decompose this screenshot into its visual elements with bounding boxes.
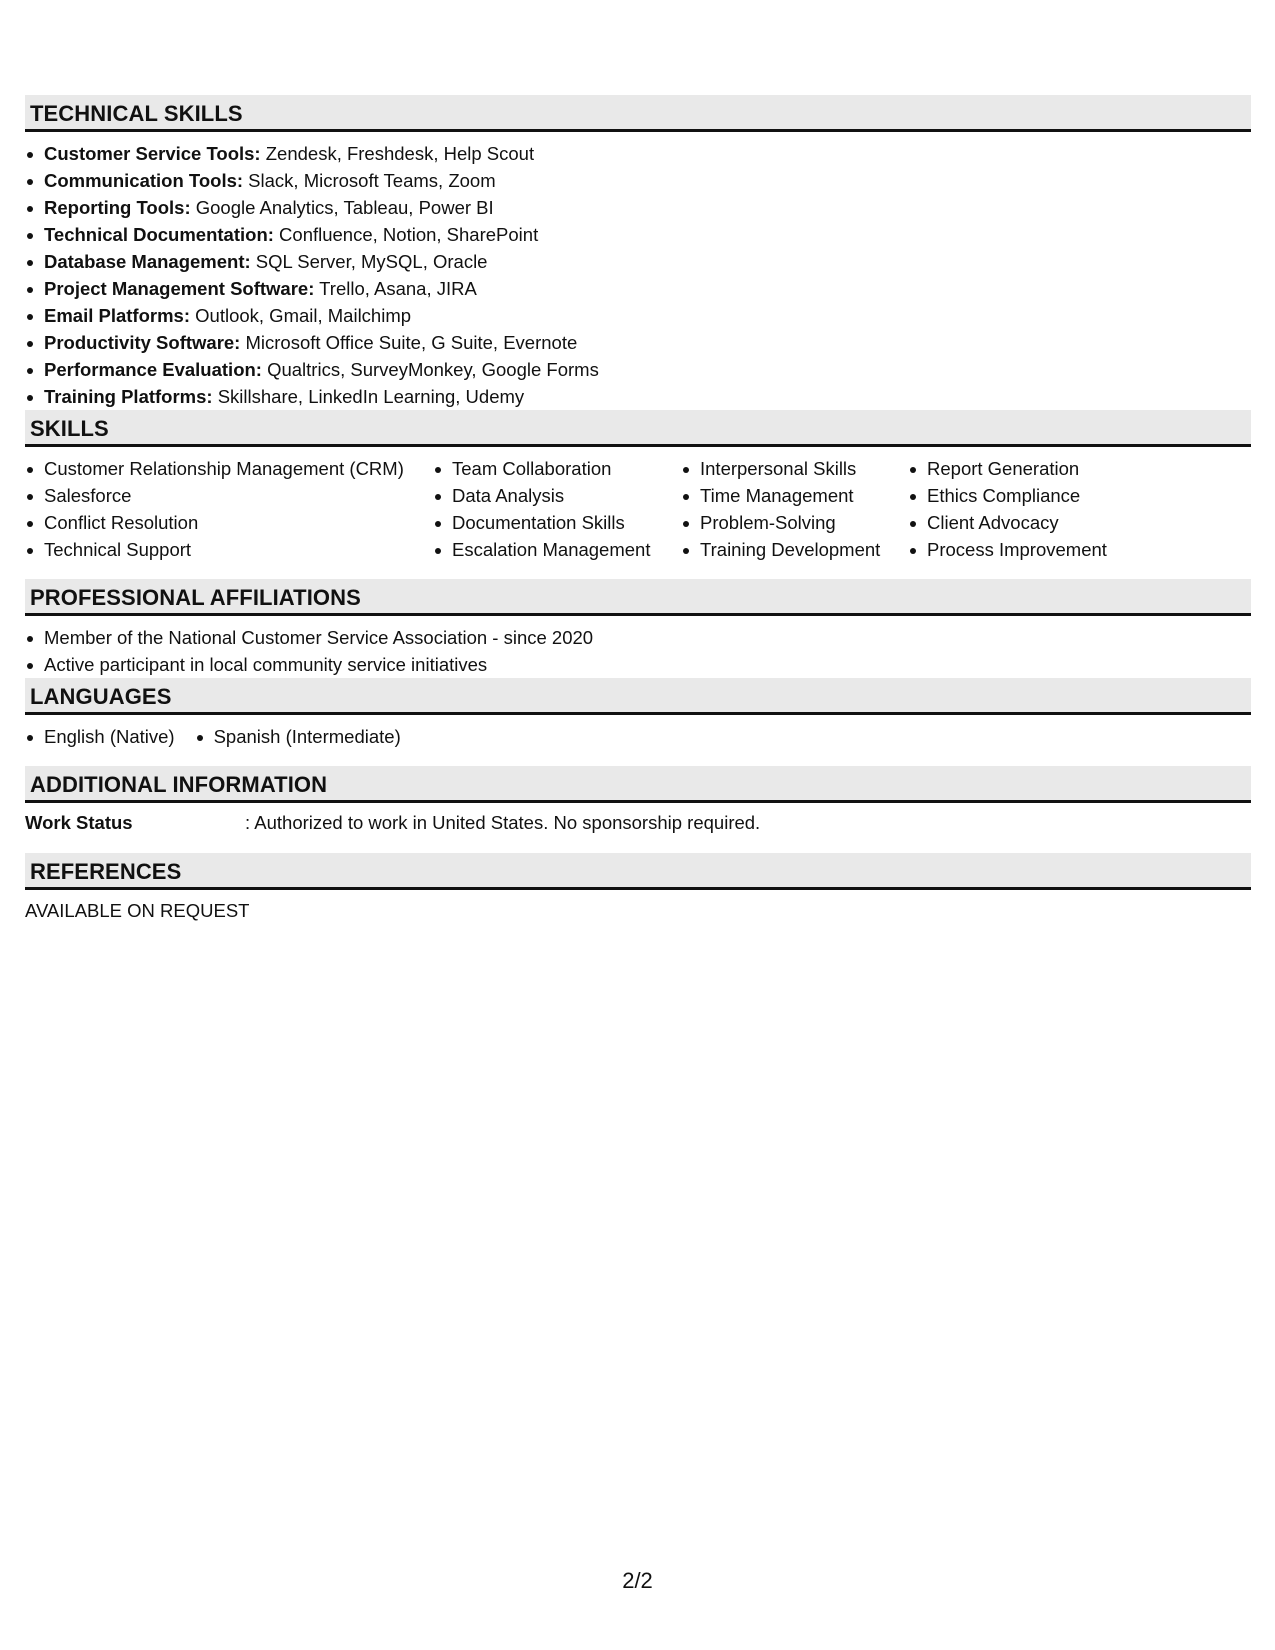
skill-tools: Microsoft Office Suite, G Suite, Evernote	[240, 332, 578, 353]
languages-list	[25, 723, 421, 750]
list-item: Customer Relationship Management (CRM)	[25, 455, 433, 482]
section-heading: TECHNICAL SKILLS	[25, 95, 1251, 132]
section-heading: LANGUAGES	[25, 678, 1251, 715]
languages-section	[25, 678, 1251, 766]
technical-skills-list	[25, 132, 1251, 410]
skill-tools: Google Analytics, Tableau, Power BI	[190, 197, 494, 218]
skill-tools: Trello, Asana, JIRA	[314, 278, 477, 299]
skills-column	[25, 455, 433, 563]
list-item: Conflict Resolution	[25, 509, 433, 536]
skill-tools: Zendesk, Freshdesk, Help Scout	[260, 143, 535, 164]
list-item: Technical Support	[25, 536, 433, 563]
work-status-row	[25, 803, 1251, 853]
skill-tools: Outlook, Gmail, Mailchimp	[190, 305, 412, 326]
skills-section	[25, 410, 1251, 579]
languages-row	[25, 715, 1251, 766]
skill-category: Customer Service Tools:	[44, 143, 261, 164]
technical-skills-section	[25, 95, 1251, 410]
list-item: Interpersonal Skills	[681, 455, 908, 482]
list-item	[25, 275, 1251, 302]
skill-category: Performance Evaluation:	[44, 359, 262, 380]
list-item	[25, 356, 1251, 383]
list-item: Report Generation	[908, 455, 1208, 482]
list-item: English (Native)	[25, 723, 175, 750]
additional-info-section	[25, 766, 1251, 853]
list-item	[25, 302, 1251, 329]
list-item	[25, 329, 1251, 356]
section-heading: SKILLS	[25, 410, 1251, 447]
skills-column	[433, 455, 681, 563]
list-item: Training Development	[681, 536, 908, 563]
list-item: Data Analysis	[433, 482, 681, 509]
list-item: Documentation Skills	[433, 509, 681, 536]
skills-column	[681, 455, 908, 563]
affiliations-list	[25, 616, 1251, 678]
list-item: Spanish (Intermediate)	[195, 723, 401, 750]
work-status-value: : Authorized to work in United States. No sponsorship required.	[245, 812, 761, 833]
skill-tools: Qualtrics, SurveyMonkey, Google Forms	[261, 359, 599, 380]
references-text: AVAILABLE ON REQUEST	[25, 900, 250, 921]
skill-category: Training Platforms:	[44, 386, 213, 407]
list-item: Time Management	[681, 482, 908, 509]
list-item	[25, 248, 1251, 275]
list-item	[25, 167, 1251, 194]
list-item	[25, 383, 1251, 410]
skill-tools: Confluence, Notion, SharePoint	[273, 224, 539, 245]
skill-category: Email Platforms:	[44, 305, 190, 326]
skill-category: Technical Documentation:	[44, 224, 274, 245]
list-item: Escalation Management	[433, 536, 681, 563]
list-item: Process Improvement	[908, 536, 1208, 563]
skill-category: Reporting Tools:	[44, 197, 191, 218]
list-item	[25, 221, 1251, 248]
list-item: Ethics Compliance	[908, 482, 1208, 509]
affiliations-section	[25, 579, 1251, 678]
skills-grid	[25, 447, 1251, 579]
skill-category: Project Management Software:	[44, 278, 315, 299]
list-item	[25, 140, 1251, 167]
skill-category: Communication Tools:	[44, 170, 244, 191]
list-item: Client Advocacy	[908, 509, 1208, 536]
skill-tools: Slack, Microsoft Teams, Zoom	[243, 170, 496, 191]
resume-page	[25, 95, 1251, 924]
skills-column	[908, 455, 1208, 563]
list-item: Salesforce	[25, 482, 433, 509]
skill-category: Database Management:	[44, 251, 251, 272]
list-item	[25, 194, 1251, 221]
skill-tools: SQL Server, MySQL, Oracle	[250, 251, 488, 272]
page-number: 2/2	[622, 1568, 653, 1593]
list-item: Team Collaboration	[433, 455, 681, 482]
work-status-label: Work Status	[25, 812, 133, 833]
list-item: Active participant in local community service initiatives	[25, 651, 1251, 678]
list-item: Member of the National Customer Service Association - since 2020	[25, 624, 1251, 651]
skill-tools: Skillshare, LinkedIn Learning, Udemy	[212, 386, 525, 407]
references-section	[25, 853, 1251, 924]
skill-category: Productivity Software:	[44, 332, 241, 353]
list-item: Problem-Solving	[681, 509, 908, 536]
section-heading: REFERENCES	[25, 853, 1251, 890]
section-heading: PROFESSIONAL AFFILIATIONS	[25, 579, 1251, 616]
section-heading: ADDITIONAL INFORMATION	[25, 766, 1251, 803]
